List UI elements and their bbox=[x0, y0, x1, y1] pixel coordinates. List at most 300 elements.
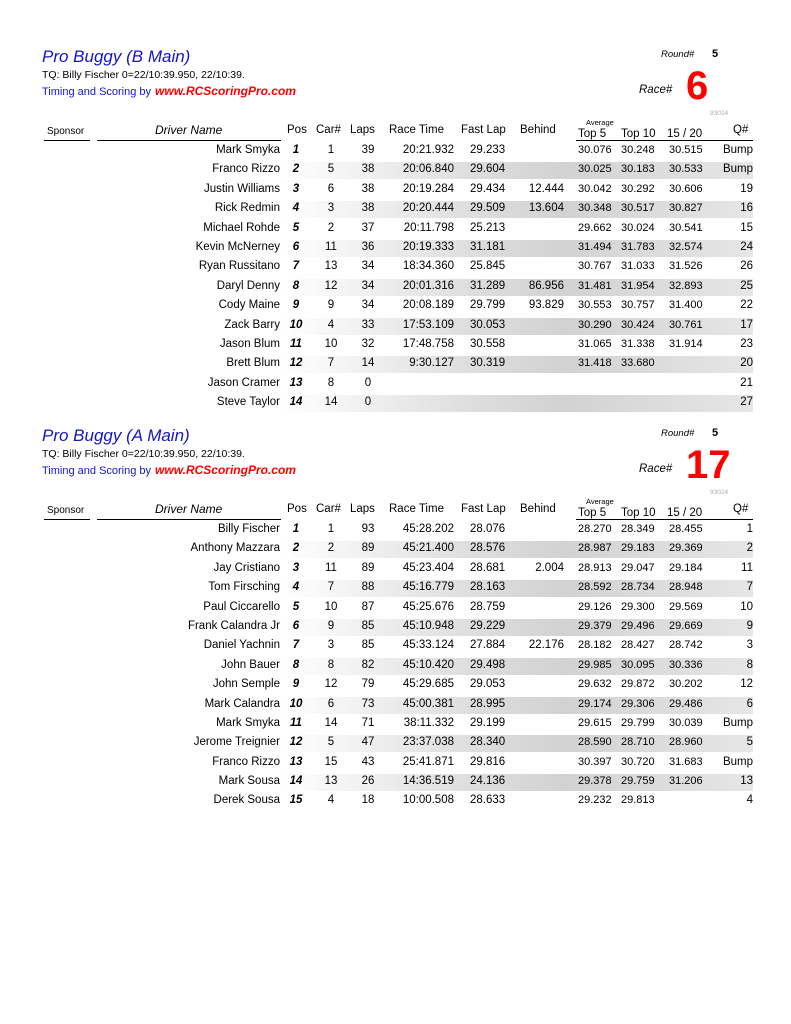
col-race-time: Race Time bbox=[389, 503, 444, 515]
race-time: 45:10.948 bbox=[402, 619, 454, 632]
col-pos: Pos bbox=[287, 124, 307, 136]
position: 4 bbox=[292, 202, 300, 215]
position: 2 bbox=[292, 542, 300, 555]
laps: 34 bbox=[361, 279, 375, 292]
avg-15-20: 30.541 bbox=[669, 221, 703, 234]
table-row bbox=[0, 773, 791, 792]
race-time: 20:06.840 bbox=[402, 163, 454, 176]
position: 7 bbox=[292, 639, 300, 652]
table-row bbox=[0, 297, 791, 316]
position: 11 bbox=[290, 337, 302, 350]
tq-line: TQ: Billy Fischer 0=22/10:39.950, 22/10:39. bbox=[42, 69, 245, 81]
race-time: 17:53.109 bbox=[402, 318, 454, 331]
fast-lap: 25.213 bbox=[470, 221, 506, 234]
table-row bbox=[0, 142, 791, 161]
car-number: 1 bbox=[327, 523, 335, 535]
qualify-position: Bump bbox=[722, 144, 753, 156]
col-sponsor: Sponsor bbox=[47, 505, 85, 516]
laps: 39 bbox=[361, 144, 375, 156]
car-number: 13 bbox=[324, 260, 338, 273]
position: 3 bbox=[292, 182, 300, 195]
race-time: 45:25.676 bbox=[402, 600, 454, 613]
position: 9 bbox=[292, 299, 300, 312]
behind: 22.176 bbox=[528, 639, 564, 652]
avg-top5: 29.174 bbox=[578, 697, 612, 710]
avg-top10: 31.783 bbox=[621, 240, 655, 253]
race-time: 9:30.127 bbox=[409, 357, 454, 370]
driver-underline bbox=[97, 519, 281, 520]
avg-top10: 28.710 bbox=[621, 736, 655, 749]
car-number: 10 bbox=[324, 600, 338, 613]
table-row bbox=[0, 637, 791, 656]
col-top10: Top 10 bbox=[621, 507, 656, 519]
fast-lap: 29.816 bbox=[470, 755, 506, 768]
car-number: 9 bbox=[327, 299, 335, 312]
fast-lap: 29.604 bbox=[470, 163, 506, 176]
car-number: 2 bbox=[327, 221, 335, 234]
table-row bbox=[0, 754, 791, 773]
behind: 86.956 bbox=[528, 279, 564, 292]
position: 8 bbox=[292, 279, 300, 292]
position: 12 bbox=[289, 736, 303, 749]
driver-name: Jerome Treignier bbox=[193, 736, 280, 749]
col-sponsor: Sponsor bbox=[47, 126, 85, 137]
avg-top5: 28.590 bbox=[578, 736, 612, 749]
avg-top10: 31.338 bbox=[621, 337, 655, 350]
col-top5: Top 5 bbox=[578, 128, 607, 140]
avg-top5: 30.553 bbox=[578, 299, 612, 312]
race-time: 20:19.333 bbox=[402, 240, 454, 253]
driver-name: Paul Ciccarello bbox=[203, 600, 280, 613]
driver-name: Anthony Mazzara bbox=[190, 542, 280, 555]
table-row bbox=[0, 618, 791, 637]
table-row bbox=[0, 161, 791, 180]
table-row bbox=[0, 715, 791, 734]
avg-top5: 30.767 bbox=[578, 260, 612, 273]
race-time: 45:23.404 bbox=[402, 561, 454, 574]
qualify-position: 17 bbox=[740, 318, 753, 331]
qualify-position: 16 bbox=[740, 202, 753, 215]
position: 6 bbox=[292, 619, 300, 632]
avg-15-20: 28.742 bbox=[669, 639, 703, 652]
avg-top10: 30.757 bbox=[621, 299, 655, 312]
driver-name: Michael Rohde bbox=[203, 221, 280, 234]
avg-top10: 31.954 bbox=[621, 279, 655, 292]
car-number: 2 bbox=[327, 542, 335, 555]
avg-15-20: 30.606 bbox=[669, 182, 703, 195]
car-number: 9 bbox=[327, 619, 335, 632]
race-time: 20:11.798 bbox=[403, 221, 454, 234]
qualify-position: 4 bbox=[746, 794, 753, 807]
table-row bbox=[0, 560, 791, 579]
avg-15-20: 30.533 bbox=[669, 163, 703, 176]
avg-top5: 30.042 bbox=[578, 182, 612, 195]
car-number: 11 bbox=[325, 240, 337, 253]
fast-lap: 28.681 bbox=[470, 561, 506, 574]
driver-name: Mark Smyka bbox=[216, 716, 280, 729]
driver-name: Brett Blum bbox=[226, 357, 280, 370]
driver-name: Mark Smyka bbox=[216, 144, 280, 156]
avg-15-20: 30.515 bbox=[669, 144, 703, 156]
qualify-position: 1 bbox=[746, 523, 753, 535]
position: 5 bbox=[292, 221, 300, 234]
avg-top10: 30.095 bbox=[621, 658, 655, 671]
col-q: Q# bbox=[733, 124, 749, 136]
col-top10: Top 10 bbox=[621, 128, 656, 140]
laps: 26 bbox=[361, 775, 375, 788]
laps: 73 bbox=[361, 697, 375, 710]
avg-15-20: 32.893 bbox=[669, 279, 703, 292]
laps: 0 bbox=[364, 376, 372, 389]
avg-top5: 30.397 bbox=[578, 755, 612, 768]
qualify-position: 15 bbox=[740, 221, 753, 234]
laps: 88 bbox=[361, 581, 375, 594]
avg-top10: 33.680 bbox=[621, 357, 655, 370]
position: 14 bbox=[289, 396, 303, 409]
avg-top5: 29.615 bbox=[578, 716, 612, 729]
fast-lap: 31.181 bbox=[470, 240, 506, 253]
car-number: 7 bbox=[327, 357, 335, 370]
race-time: 20:20.444 bbox=[402, 202, 454, 215]
row-shade bbox=[281, 793, 753, 810]
header-rule bbox=[576, 519, 753, 520]
table-row bbox=[0, 258, 791, 277]
car-number: 12 bbox=[324, 279, 338, 292]
fast-lap: 29.434 bbox=[470, 182, 506, 195]
laps: 18 bbox=[361, 794, 375, 807]
event-code: 93024 bbox=[710, 110, 729, 117]
col-laps: Laps bbox=[350, 124, 375, 136]
fast-lap: 30.319 bbox=[470, 357, 506, 370]
avg-top5: 29.379 bbox=[578, 619, 612, 632]
qualify-position: Bump bbox=[722, 755, 753, 768]
race-time: 45:28.202 bbox=[402, 523, 454, 535]
avg-top10: 30.248 bbox=[621, 144, 655, 156]
col-behind: Behind bbox=[520, 124, 556, 136]
position: 1 bbox=[292, 144, 300, 156]
laps: 93 bbox=[361, 523, 375, 535]
race-title: Pro Buggy (A Main) bbox=[42, 426, 190, 445]
avg-top5: 28.592 bbox=[578, 581, 612, 594]
fast-lap: 28.995 bbox=[470, 697, 506, 710]
fast-lap: 28.633 bbox=[470, 794, 506, 807]
laps: 79 bbox=[361, 678, 375, 691]
avg-15-20: 28.948 bbox=[669, 581, 703, 594]
laps: 89 bbox=[361, 542, 375, 555]
col-q: Q# bbox=[733, 503, 749, 515]
position: 13 bbox=[289, 755, 303, 768]
avg-top10: 28.349 bbox=[621, 523, 655, 535]
avg-top10: 29.047 bbox=[621, 561, 655, 574]
driver-name: Jason Cramer bbox=[207, 376, 280, 389]
table-row bbox=[0, 200, 791, 219]
fast-lap: 29.053 bbox=[470, 678, 506, 691]
behind: 93.829 bbox=[528, 299, 564, 312]
col-15-20: 15 / 20 bbox=[667, 128, 703, 140]
car-number: 8 bbox=[327, 658, 335, 671]
avg-15-20: 29.486 bbox=[669, 697, 703, 710]
car-number: 10 bbox=[324, 337, 338, 350]
driver-name: Frank Calandra Jr bbox=[187, 619, 280, 632]
fast-lap: 29.229 bbox=[470, 619, 506, 632]
car-number: 15 bbox=[324, 755, 338, 768]
driver-name: Franco Rizzo bbox=[212, 755, 280, 768]
driver-name: Daniel Yachnin bbox=[203, 639, 280, 652]
col-average: Average bbox=[586, 497, 614, 506]
driver-name: John Bauer bbox=[221, 658, 280, 671]
car-number: 1 bbox=[327, 144, 335, 156]
race-title: Pro Buggy (B Main) bbox=[42, 47, 191, 66]
avg-top10: 30.720 bbox=[621, 755, 655, 768]
table-row bbox=[0, 355, 791, 374]
avg-top5: 29.985 bbox=[578, 658, 612, 671]
avg-top10: 31.033 bbox=[621, 260, 655, 273]
driver-name: Cody Maine bbox=[218, 299, 280, 312]
avg-15-20: 28.960 bbox=[669, 736, 703, 749]
laps: 38 bbox=[361, 182, 375, 195]
fast-lap: 29.233 bbox=[470, 144, 506, 156]
avg-top10: 29.813 bbox=[621, 794, 655, 807]
col-laps: Laps bbox=[350, 503, 375, 515]
qualify-position: 13 bbox=[740, 775, 753, 788]
position: 5 bbox=[292, 600, 300, 613]
fast-lap: 29.509 bbox=[470, 202, 506, 215]
laps: 33 bbox=[361, 318, 375, 331]
laps: 34 bbox=[361, 260, 375, 273]
fast-lap: 28.076 bbox=[470, 523, 506, 535]
qualify-position: Bump bbox=[722, 163, 753, 176]
col-pos: Pos bbox=[287, 503, 307, 515]
car-number: 13 bbox=[324, 775, 338, 788]
avg-top5: 29.378 bbox=[578, 775, 612, 788]
table-row bbox=[0, 521, 791, 540]
table-row bbox=[0, 394, 791, 413]
avg-top5: 29.662 bbox=[578, 221, 612, 234]
avg-top10: 30.517 bbox=[621, 202, 655, 215]
site-link[interactable]: www.RCScoringPro.com bbox=[155, 84, 296, 98]
qualify-position: 10 bbox=[740, 600, 753, 613]
driver-name: Zack Barry bbox=[224, 318, 280, 331]
qualify-position: Bump bbox=[722, 716, 753, 729]
event-code: 93024 bbox=[710, 489, 729, 496]
laps: 85 bbox=[361, 619, 375, 632]
race-time: 17:48.758 bbox=[402, 337, 454, 350]
race-label: Race# bbox=[639, 463, 673, 475]
round-label: Round# bbox=[661, 49, 695, 60]
qualify-position: 2 bbox=[746, 542, 753, 555]
qualify-position: 24 bbox=[740, 240, 753, 253]
table-row bbox=[0, 181, 791, 200]
laps: 43 bbox=[361, 755, 375, 768]
qualify-position: 22 bbox=[740, 299, 753, 312]
race-time: 20:19.284 bbox=[402, 182, 454, 195]
qualify-position: 26 bbox=[740, 260, 753, 273]
race-time: 45:33.124 bbox=[402, 639, 454, 652]
behind: 2.004 bbox=[535, 561, 564, 574]
avg-top5: 30.025 bbox=[578, 163, 612, 176]
position: 13 bbox=[289, 376, 303, 389]
driver-name: Derek Sousa bbox=[213, 794, 280, 807]
avg-top5: 28.182 bbox=[578, 639, 612, 652]
avg-top10: 29.496 bbox=[621, 619, 655, 632]
avg-15-20: 28.455 bbox=[669, 523, 703, 535]
car-number: 7 bbox=[327, 581, 335, 594]
avg-top10: 29.759 bbox=[621, 775, 655, 788]
avg-top5: 30.076 bbox=[578, 144, 612, 156]
race-time: 14:36.519 bbox=[402, 775, 454, 788]
driver-name: Daryl Denny bbox=[216, 279, 280, 292]
table-row bbox=[0, 734, 791, 753]
car-number: 4 bbox=[327, 318, 335, 331]
driver-name: John Semple bbox=[212, 678, 280, 691]
table-row bbox=[0, 375, 791, 394]
race-time: 23:37.038 bbox=[402, 736, 454, 749]
position: 10 bbox=[289, 318, 303, 331]
qualify-position: 6 bbox=[746, 697, 753, 710]
race-time: 20:01.316 bbox=[402, 279, 454, 292]
laps: 34 bbox=[361, 299, 375, 312]
laps: 85 bbox=[361, 639, 375, 652]
driver-name: Billy Fischer bbox=[218, 523, 280, 535]
car-number: 12 bbox=[324, 678, 338, 691]
timing-label: Timing and Scoring by bbox=[42, 86, 152, 98]
laps: 37 bbox=[361, 221, 375, 234]
col-behind: Behind bbox=[520, 503, 556, 515]
position: 4 bbox=[292, 581, 300, 594]
avg-15-20: 30.202 bbox=[669, 678, 703, 691]
race-time: 45:29.685 bbox=[402, 678, 454, 691]
position: 8 bbox=[292, 658, 300, 671]
timing-line bbox=[42, 463, 296, 477]
fast-lap: 28.576 bbox=[470, 542, 506, 555]
avg-15-20: 29.184 bbox=[669, 561, 703, 574]
avg-15-20: 31.526 bbox=[669, 260, 703, 273]
race-time: 38:11.332 bbox=[403, 716, 454, 729]
car-number: 3 bbox=[327, 639, 335, 652]
fast-lap: 28.163 bbox=[470, 581, 506, 594]
avg-15-20: 31.206 bbox=[669, 775, 703, 788]
avg-top10: 30.024 bbox=[621, 221, 655, 234]
driver-name: Mark Sousa bbox=[218, 775, 280, 788]
timing-label: Timing and Scoring by bbox=[42, 465, 152, 477]
fast-lap: 25.845 bbox=[470, 260, 506, 273]
driver-name: Jay Cristiano bbox=[213, 561, 280, 574]
avg-top10: 28.734 bbox=[621, 581, 655, 594]
col-fast-lap: Fast Lap bbox=[461, 124, 506, 136]
driver-name: Justin Williams bbox=[203, 182, 280, 195]
race-time: 45:00.381 bbox=[402, 697, 454, 710]
round-value: 5 bbox=[712, 427, 719, 439]
qualify-position: 12 bbox=[740, 678, 753, 691]
driver-name: Steve Taylor bbox=[216, 396, 280, 409]
qualify-position: 11 bbox=[741, 561, 753, 574]
laps: 38 bbox=[361, 202, 375, 215]
driver-name: Jason Blum bbox=[219, 337, 280, 350]
row-shade bbox=[281, 395, 753, 412]
table-row bbox=[0, 579, 791, 598]
avg-15-20: 30.761 bbox=[669, 318, 703, 331]
driver-name: Tom Firsching bbox=[208, 581, 280, 594]
avg-15-20: 29.669 bbox=[669, 619, 703, 632]
qualify-position: 19 bbox=[740, 182, 753, 195]
race-time: 45:21.400 bbox=[402, 542, 454, 555]
avg-top10: 29.183 bbox=[621, 542, 655, 555]
avg-top10: 30.424 bbox=[621, 318, 655, 331]
car-number: 5 bbox=[327, 163, 335, 176]
col-average: Average bbox=[586, 118, 614, 127]
sponsor-underline bbox=[44, 519, 90, 520]
avg-top5: 31.418 bbox=[578, 357, 612, 370]
avg-top10: 29.300 bbox=[621, 600, 655, 613]
qualify-position: 21 bbox=[740, 376, 753, 389]
qualify-position: 3 bbox=[746, 639, 753, 652]
laps: 0 bbox=[364, 396, 372, 409]
laps: 38 bbox=[361, 163, 375, 176]
avg-15-20: 31.683 bbox=[669, 755, 703, 768]
position: 9 bbox=[292, 678, 300, 691]
qualify-position: 7 bbox=[746, 581, 753, 594]
round-label: Round# bbox=[661, 428, 695, 439]
avg-15-20: 30.336 bbox=[669, 658, 703, 671]
position: 12 bbox=[289, 357, 303, 370]
avg-15-20: 29.369 bbox=[669, 542, 703, 555]
col-car: Car# bbox=[316, 503, 341, 515]
avg-15-20: 32.574 bbox=[669, 240, 703, 253]
laps: 36 bbox=[361, 240, 375, 253]
car-number: 6 bbox=[327, 182, 335, 195]
position: 3 bbox=[292, 561, 300, 574]
avg-top10: 30.183 bbox=[621, 163, 655, 176]
table-row bbox=[0, 540, 791, 559]
driver-name: Ryan Russitano bbox=[198, 260, 280, 273]
fast-lap: 31.289 bbox=[470, 279, 506, 292]
col-car: Car# bbox=[316, 124, 341, 136]
race-time: 45:16.779 bbox=[402, 581, 454, 594]
car-number: 6 bbox=[327, 697, 335, 710]
qualify-position: 8 bbox=[746, 658, 753, 671]
avg-15-20: 29.569 bbox=[669, 600, 703, 613]
position: 6 bbox=[292, 240, 300, 253]
race-time: 10:00.508 bbox=[402, 794, 454, 807]
table-row bbox=[0, 220, 791, 239]
position: 14 bbox=[289, 775, 303, 788]
car-number: 14 bbox=[324, 396, 338, 409]
laps: 87 bbox=[361, 600, 375, 613]
position: 1 bbox=[292, 523, 300, 535]
race-time: 25:41.871 bbox=[402, 755, 454, 768]
table-row bbox=[0, 792, 791, 811]
tq-line: TQ: Billy Fischer 0=22/10:39.950, 22/10:39. bbox=[42, 448, 245, 460]
qualify-position: 20 bbox=[740, 357, 753, 370]
avg-top10: 29.306 bbox=[621, 697, 655, 710]
fast-lap: 28.340 bbox=[470, 736, 506, 749]
position: 10 bbox=[289, 697, 303, 710]
col-driver: Driver Name bbox=[155, 502, 223, 516]
avg-top5: 31.494 bbox=[578, 240, 612, 253]
timing-line bbox=[42, 84, 296, 98]
driver-name: Mark Calandra bbox=[204, 697, 280, 710]
qualify-position: 9 bbox=[746, 619, 753, 632]
avg-top5: 28.987 bbox=[578, 542, 612, 555]
site-link[interactable]: www.RCScoringPro.com bbox=[155, 463, 296, 477]
fast-lap: 27.884 bbox=[470, 639, 506, 652]
col-15-20: 15 / 20 bbox=[667, 507, 703, 519]
avg-top5: 30.290 bbox=[578, 318, 612, 331]
table-row bbox=[0, 676, 791, 695]
laps: 47 bbox=[361, 736, 375, 749]
car-number: 11 bbox=[325, 561, 337, 574]
table-row bbox=[0, 317, 791, 336]
